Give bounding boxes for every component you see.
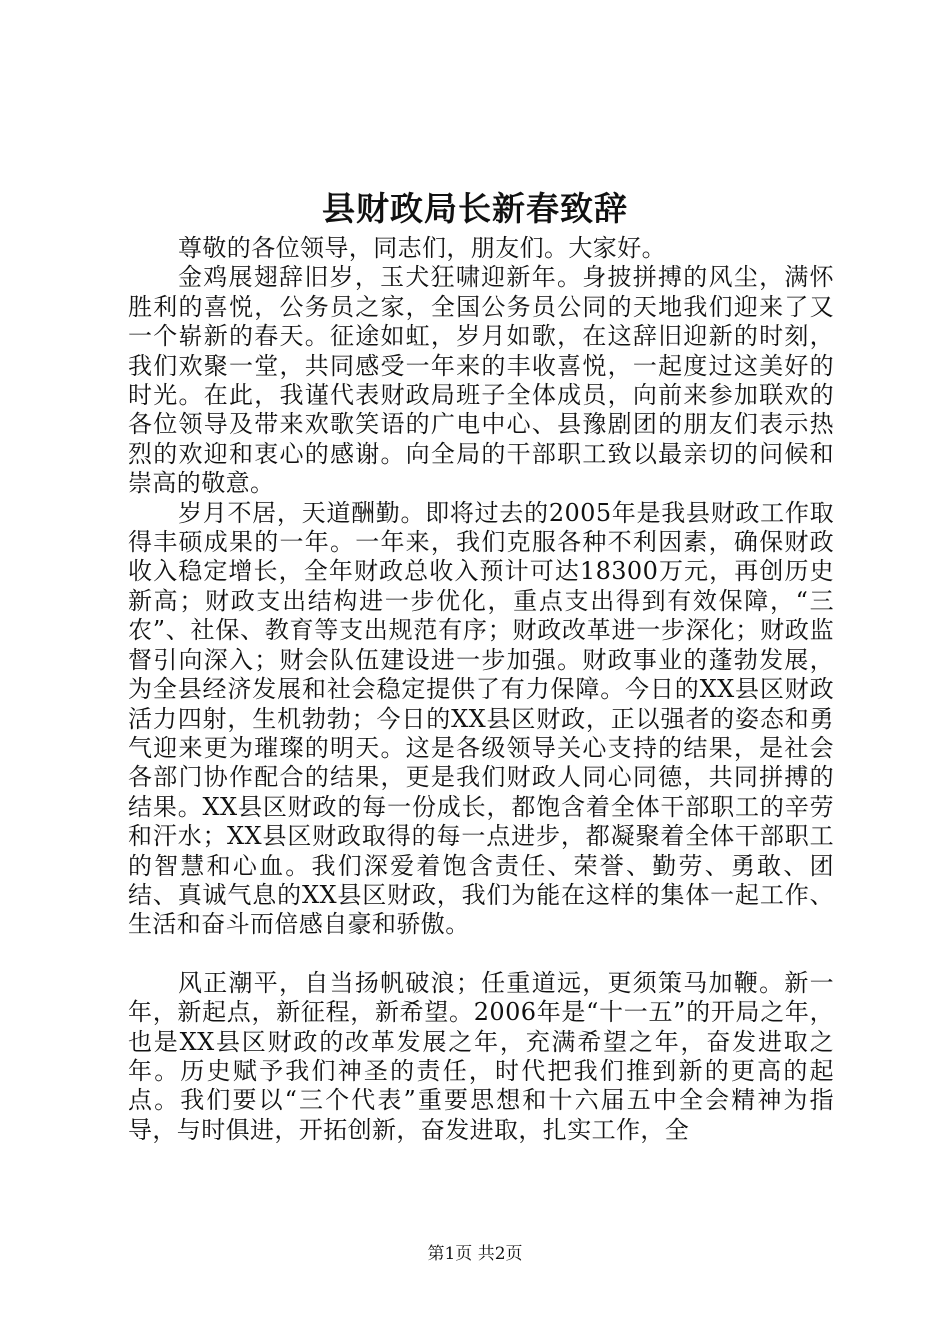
paragraph-spacer <box>128 940 834 969</box>
page-footer: 第1页 共2页 <box>427 1244 523 1264</box>
paragraph-greeting: 尊敬的各位领导，同志们，朋友们。大家好。 <box>178 234 666 262</box>
paragraph-outlook: 风正潮平，自当扬帆破浪；任重道远，更须策马加鞭。新一年，新起点，新征程，新希望。2006年是“十一五”的开局之年，也是XX县区财政的改革发展之年，充满希望之年，奋发进取之年。历史赋予我们神圣的责任，时代把我们推到新的更高的起点。我们要以“三个代表”重要思想和十六届五中全会精神为指导，与时俱进，开拓创新，奋发进取，扎实工作，全 <box>128 968 834 1144</box>
document-body <box>128 234 834 1145</box>
paragraph-review: 岁月不居，天道酬勤。即将过去的2005年是我县财政工作取得丰硕成果的一年。一年来，我们克服各种不利因素，确保财政收入稳定增长，全年财政总收入预计可达18300万元，再创历史新高；财政支出结构进一步优化，重点支出得到有效保障，“三农”、社保、教育等支出规范有序；财政改革进一步深化；财政监督引向深入；财会队伍建设进一步加强。财政事业的蓬勃发展，为全县经济发展和社会稳定提供了有力保障。今日的XX县区财政活力四射，生机勃勃；今日的XX县区财政，正以强者的姿态和勇气迎来更为璀璨的明天。这是各级领导关心支持的结果，是社会各部门协作配合的结果，更是我们财政人同心同德，共同拼搏的结果。XX县区财政的每一份成长，都饱含着全体干部职工的辛劳和汗水；XX县区财政取得的每一点进步，都凝聚着全体干部职工的智慧和心血。我们深爱着饱含责任、荣誉、勤劳、勇敢、团结、真诚气息的XX县区财政，我们为能在这样的集体一起工作、生活和奋斗而倍感自豪和骄傲。 <box>128 498 834 939</box>
page-title: 县财政局长新春致辞 <box>322 189 628 228</box>
paragraph-opening: 金鸡展翅辞旧岁，玉犬狂啸迎新年。身披拼搏的风尘，满怀胜利的喜悦，公务员之家，全国公务员公同的天地我们迎来了又一个崭新的春天。征途如虹，岁月如歌，在这辞旧迎新的时刻，我们欢聚一堂，共同感受一年来的丰收喜悦，一起度过这美好的时光。在此，我谨代表财政局班子全体成员，向前来参加联欢的各位领导及带来欢歌笑语的广电中心、县豫剧团的朋友们表示热烈的欢迎和衷心的感谢。向全局的干部职工致以最亲切的问候和崇高的敬意。 <box>128 263 834 498</box>
